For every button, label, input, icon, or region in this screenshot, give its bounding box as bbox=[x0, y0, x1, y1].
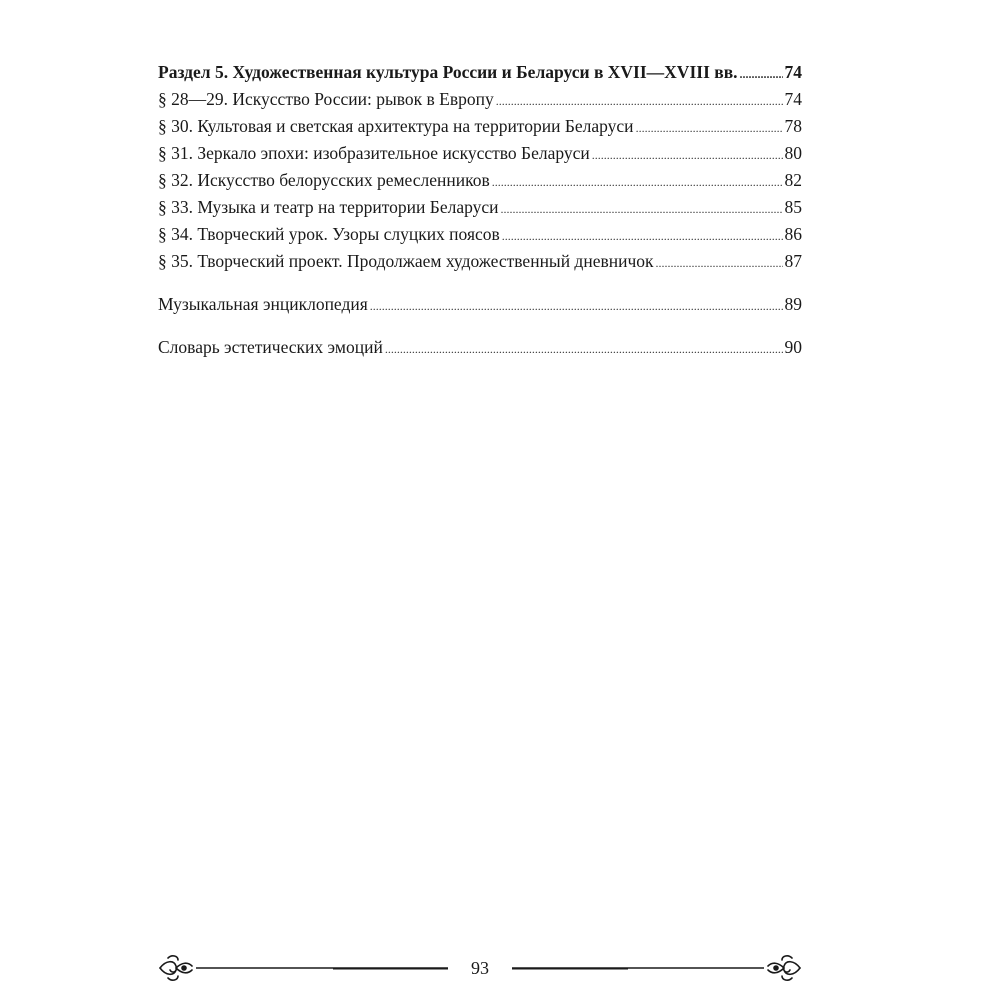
dot-leader bbox=[385, 337, 783, 362]
dot-leader bbox=[492, 170, 783, 195]
toc-entry-page: 80 bbox=[784, 143, 802, 163]
toc-entry-35[interactable] bbox=[158, 249, 802, 276]
toc-entry-page: 74 bbox=[784, 89, 802, 109]
toc-entry-page: 78 bbox=[784, 116, 802, 136]
toc-entry-28-29[interactable] bbox=[158, 87, 802, 114]
toc-entry-page: 82 bbox=[784, 170, 802, 190]
toc-entry-title: Музыкальная энциклопедия bbox=[158, 294, 368, 314]
toc-entry-30[interactable] bbox=[158, 114, 802, 141]
toc-entry-title: § 32. Искусство белорусских ремесленников bbox=[158, 170, 490, 190]
toc-entry-title: § 33. Музыка и театр на территории Беларуси bbox=[158, 197, 499, 217]
page-number: 93 bbox=[471, 958, 489, 978]
toc-entry-page: 90 bbox=[784, 337, 802, 357]
toc-entry-page: 74 bbox=[784, 62, 802, 82]
toc-entry-section-5[interactable] bbox=[158, 60, 802, 87]
dot-leader bbox=[501, 197, 783, 222]
dot-leader bbox=[496, 89, 783, 114]
toc-entry-page: 87 bbox=[784, 251, 802, 271]
dot-leader bbox=[740, 62, 783, 87]
toc-entry-32[interactable] bbox=[158, 168, 802, 195]
toc-entry-page: 89 bbox=[784, 294, 802, 314]
toc-entry-page: 85 bbox=[784, 197, 802, 217]
toc-entry-page: 86 bbox=[784, 224, 802, 244]
toc-entry-music-encyclopedia[interactable] bbox=[158, 292, 802, 319]
page-footer bbox=[158, 950, 802, 984]
dot-leader bbox=[370, 294, 783, 319]
toc-entry-title: Раздел 5. Художественная культура России и Беларуси в XVII—XVIII вв. bbox=[158, 62, 738, 82]
toc-entry-33[interactable] bbox=[158, 195, 802, 222]
dot-leader bbox=[592, 143, 783, 168]
toc-entry-34[interactable] bbox=[158, 222, 802, 249]
toc-entry-title: § 34. Творческий урок. Узоры слуцких поясов bbox=[158, 224, 500, 244]
toc-entry-title: § 35. Творческий проект. Продолжаем художественный дневничок bbox=[158, 251, 654, 271]
toc-entry-title: Словарь эстетических эмоций bbox=[158, 337, 383, 357]
toc-entry-title: § 28—29. Искусство России: рывок в Европу bbox=[158, 89, 494, 109]
dot-leader bbox=[502, 224, 783, 249]
dot-leader bbox=[636, 116, 783, 141]
toc-entry-title: § 30. Культовая и светская архитектура на территории Беларуси bbox=[158, 116, 634, 136]
toc-entry-emotions-dictionary[interactable] bbox=[158, 335, 802, 362]
dot-leader bbox=[656, 251, 783, 276]
toc-entry-31[interactable] bbox=[158, 141, 802, 168]
toc-entry-title: § 31. Зеркало эпохи: изобразительное искусство Беларуси bbox=[158, 143, 590, 163]
table-of-contents bbox=[158, 60, 802, 362]
